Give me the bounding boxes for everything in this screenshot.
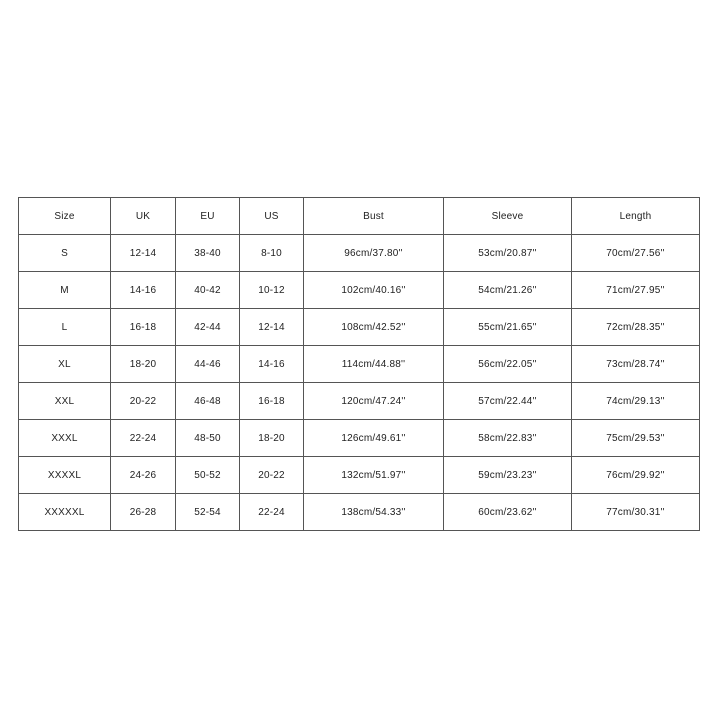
table-row [19,309,700,346]
cell-us: 8-10 [240,235,304,272]
size-chart-table [18,197,700,531]
cell-eu: 52-54 [176,494,240,531]
cell-us: 22-24 [240,494,304,531]
table-row [19,420,700,457]
header-size: Size [19,198,111,235]
cell-uk: 12-14 [111,235,176,272]
cell-bust: 102cm/40.16'' [304,272,444,309]
cell-sleeve: 53cm/20.87'' [444,235,572,272]
cell-uk: 14-16 [111,272,176,309]
cell-us: 12-14 [240,309,304,346]
cell-us: 10-12 [240,272,304,309]
cell-size: XXL [19,383,111,420]
cell-uk: 20-22 [111,383,176,420]
cell-size: XXXL [19,420,111,457]
cell-size: XL [19,346,111,383]
cell-uk: 24-26 [111,457,176,494]
cell-eu: 42-44 [176,309,240,346]
cell-sleeve: 59cm/23.23'' [444,457,572,494]
header-bust: Bust [304,198,444,235]
header-length: Length [572,198,700,235]
table-row [19,457,700,494]
cell-length: 70cm/27.56'' [572,235,700,272]
cell-bust: 114cm/44.88'' [304,346,444,383]
cell-bust: 126cm/49.61'' [304,420,444,457]
cell-bust: 96cm/37.80'' [304,235,444,272]
header-uk: UK [111,198,176,235]
cell-bust: 108cm/42.52'' [304,309,444,346]
table-row [19,272,700,309]
cell-length: 72cm/28.35'' [572,309,700,346]
cell-size: M [19,272,111,309]
cell-sleeve: 55cm/21.65'' [444,309,572,346]
cell-sleeve: 57cm/22.44'' [444,383,572,420]
cell-eu: 50-52 [176,457,240,494]
cell-length: 77cm/30.31'' [572,494,700,531]
table-row [19,494,700,531]
cell-eu: 46-48 [176,383,240,420]
cell-bust: 132cm/51.97'' [304,457,444,494]
cell-uk: 16-18 [111,309,176,346]
cell-sleeve: 54cm/21.26'' [444,272,572,309]
cell-eu: 38-40 [176,235,240,272]
cell-length: 71cm/27.95'' [572,272,700,309]
header-eu: EU [176,198,240,235]
cell-size: S [19,235,111,272]
cell-us: 20-22 [240,457,304,494]
table-body [19,235,700,531]
cell-sleeve: 56cm/22.05'' [444,346,572,383]
cell-length: 74cm/29.13'' [572,383,700,420]
cell-sleeve: 60cm/23.62'' [444,494,572,531]
cell-bust: 138cm/54.33'' [304,494,444,531]
cell-length: 75cm/29.53'' [572,420,700,457]
cell-uk: 22-24 [111,420,176,457]
cell-eu: 44-46 [176,346,240,383]
cell-size: XXXXL [19,457,111,494]
cell-uk: 18-20 [111,346,176,383]
header-row [19,198,700,235]
cell-length: 76cm/29.92'' [572,457,700,494]
cell-size: L [19,309,111,346]
table-row [19,346,700,383]
header-sleeve: Sleeve [444,198,572,235]
cell-sleeve: 58cm/22.83'' [444,420,572,457]
cell-size: XXXXXL [19,494,111,531]
cell-bust: 120cm/47.24'' [304,383,444,420]
table-row [19,383,700,420]
cell-us: 14-16 [240,346,304,383]
cell-uk: 26-28 [111,494,176,531]
cell-us: 16-18 [240,383,304,420]
cell-eu: 40-42 [176,272,240,309]
cell-us: 18-20 [240,420,304,457]
cell-eu: 48-50 [176,420,240,457]
table-row [19,235,700,272]
cell-length: 73cm/28.74'' [572,346,700,383]
header-us: US [240,198,304,235]
